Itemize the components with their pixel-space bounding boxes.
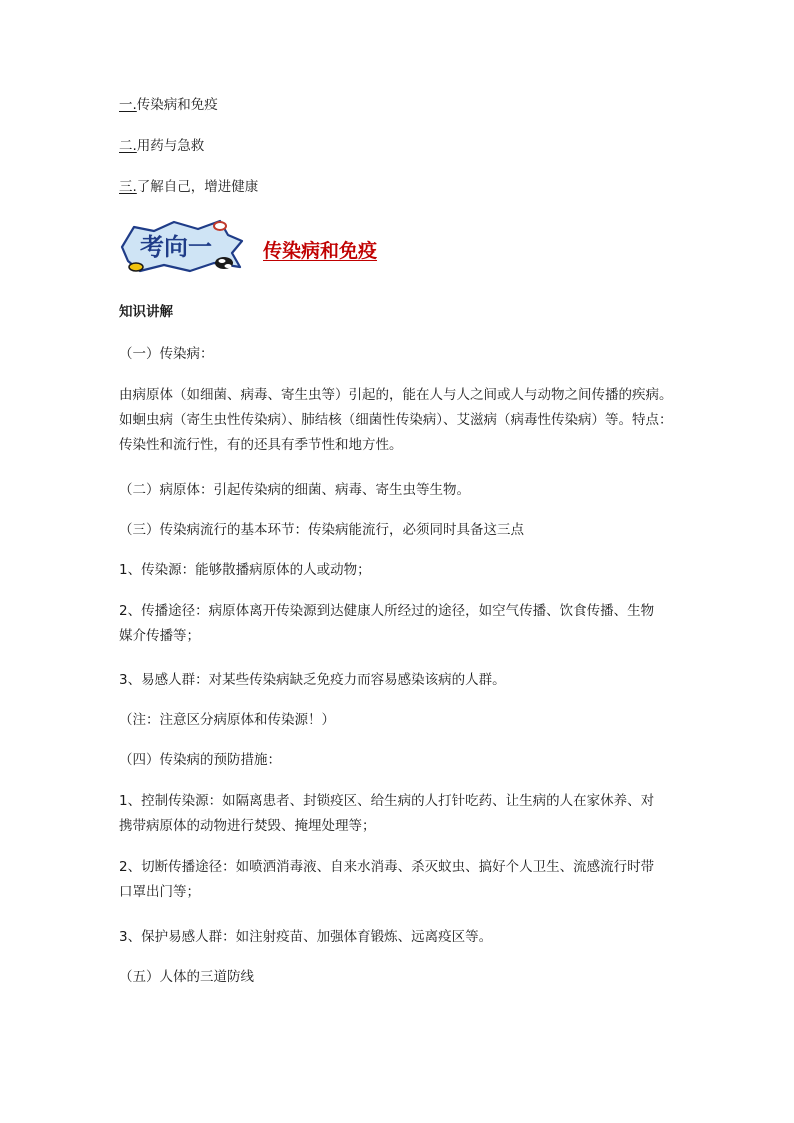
badge-label: 考向一 xyxy=(140,232,212,261)
paragraph: 2、切断传播途径：如喷洒消毒液、自来水消毒、杀灭蚊虫、搞好个人卫生、流感流行时带 xyxy=(119,859,655,875)
paragraph: （三）传染病流行的基本环节：传染病能流行，必须同时具备这三点 xyxy=(119,522,524,538)
paragraph: 3、保护易感人群：如注射疫苗、加强体育锻炼、远离疫区等。 xyxy=(119,929,493,945)
section-badge-icon xyxy=(116,217,248,275)
paragraph: 如蛔虫病（寄生虫性传染病）、肺结核（细菌性传染病）、艾滋病（病毒性传染病）等。特点： xyxy=(119,412,673,428)
paragraph: （注：注意区分病原体和传染源！） xyxy=(119,712,335,728)
paragraph: 2、传播途径：病原体离开传染源到达健康人所经过的途径，如空气传播、饮食传播、生物 xyxy=(119,603,655,619)
paragraph: 1、控制传染源：如隔离患者、封锁疫区、给生病的人打针吃药、让生病的人在家休养、对 xyxy=(119,793,655,809)
toc-item-1 xyxy=(119,95,218,115)
toc-number: 一. xyxy=(119,97,137,113)
paragraph: 携带病原体的动物进行焚毁、掩埋处理等； xyxy=(119,818,376,834)
paragraph: 由病原体（如细菌、病毒、寄生虫等）引起的，能在人与人之间或人与动物之间传播的疾病。 xyxy=(119,387,673,403)
paragraph: （一）传染病： xyxy=(119,346,214,362)
paragraph: 传染性和流行性，有的还具有季节性和地方性。 xyxy=(119,437,403,453)
section-title: 传染病和免疫 xyxy=(263,240,378,262)
toc-text: 了解自己，增进健康 xyxy=(136,179,259,195)
section-heading: 知识讲解 xyxy=(119,304,173,320)
toc-text: 传染病和免疫 xyxy=(136,97,218,113)
paragraph: 媒介传播等； xyxy=(119,628,200,644)
paragraph: （五）人体的三道防线 xyxy=(119,969,254,985)
toc-number: 三. xyxy=(119,179,137,195)
paragraph: 3、易感人群：对某些传染病缺乏免疫力而容易感染该病的人群。 xyxy=(119,672,506,688)
paragraph: （四）传染病的预防措施： xyxy=(119,752,281,768)
toc-item-3 xyxy=(119,177,258,197)
toc-number: 二. xyxy=(119,138,137,154)
toc-item-2 xyxy=(119,136,204,156)
paragraph: 1、传染源：能够散播病原体的人或动物； xyxy=(119,562,371,578)
paragraph: （二）病原体：引起传染病的细菌、病毒、寄生虫等生物。 xyxy=(119,482,470,498)
paragraph: 口罩出门等； xyxy=(119,884,200,900)
toc-text: 用药与急救 xyxy=(136,138,205,154)
